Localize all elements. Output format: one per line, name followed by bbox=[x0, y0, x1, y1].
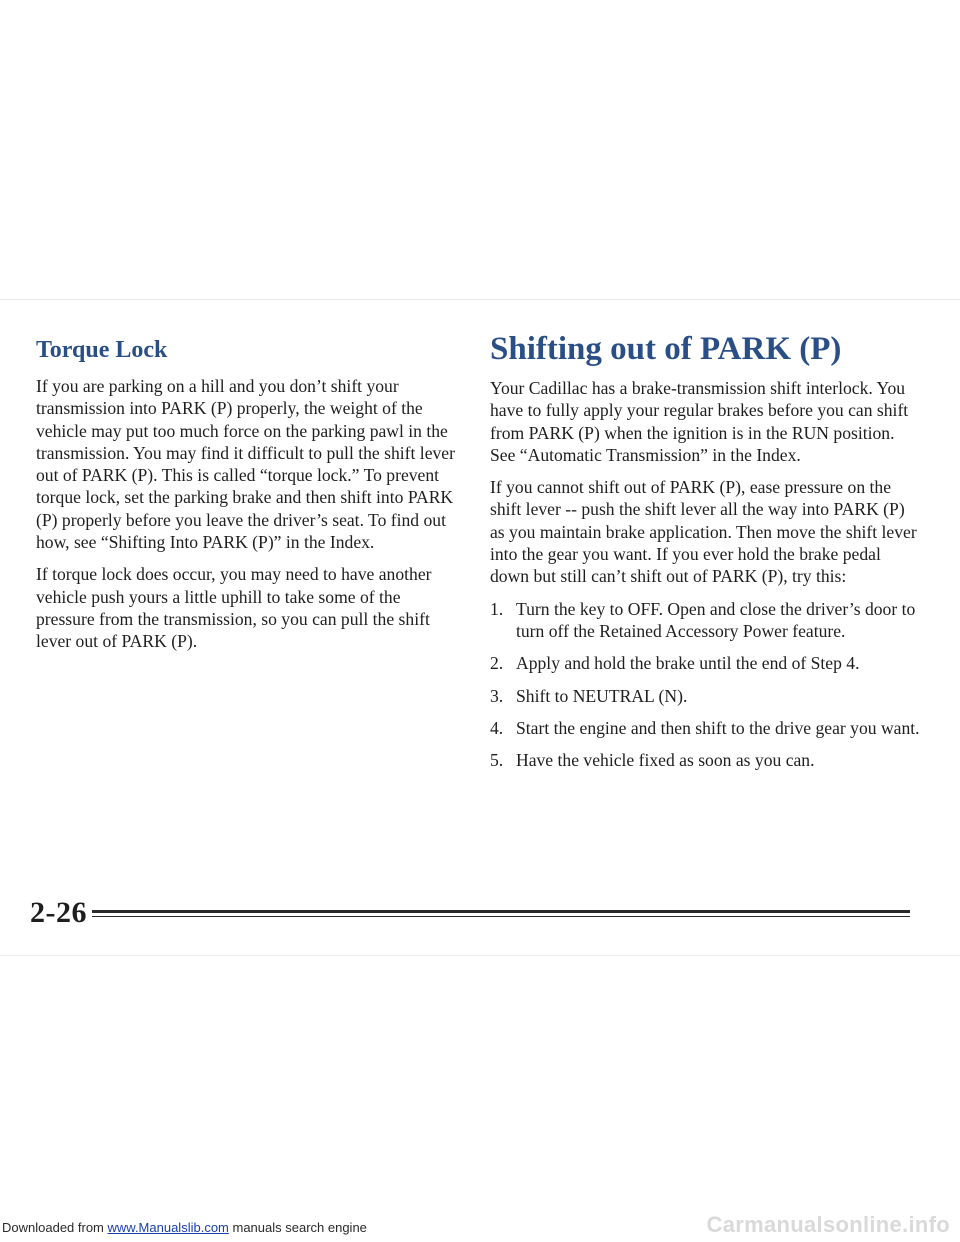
torque-lock-heading: Torque Lock bbox=[36, 337, 168, 363]
torque-lock-paragraph-2: If torque lock does occur, you may need to have another vehicle push yours a little uphill to take some of the pressure from the transmission, so you can pull the shift lever out of PARK (P). bbox=[36, 564, 432, 652]
torque-lock-paragraph-1: If you are parking on a hill and you don’t shift your transmission into PARK (P) properly, the weight of the vehicle may put too much force on the parking pawl in the transmission. You may find it difficult to pull the shift lever out of PARK (P). This is called “torque lock.” To prevent torque lock, set the parking brake and then shift into PARK (P) properly before you leave the driver’s seat. To find out how, see “Shifting Into PARK (P)” in the Index. bbox=[36, 376, 455, 553]
shift-interlock-paragraph: Your Cadillac has a brake-transmission shift interlock. You have to fully apply your regular brakes before you can shift from PARK (P) when the ignition is in the RUN position. See “Automatic Transmission” in the Index. bbox=[490, 378, 909, 465]
step-text: Apply and hold the brake until the end of Step 4. bbox=[516, 653, 860, 674]
procedure-step bbox=[490, 652, 920, 674]
page-number: 2-26 bbox=[30, 896, 87, 929]
step-text: Have the vehicle fixed as soon as you can. bbox=[516, 750, 815, 771]
procedure-step bbox=[490, 598, 920, 643]
footer-rule-thin bbox=[92, 916, 910, 917]
step-number: 3. bbox=[490, 685, 504, 706]
manualslib-link[interactable]: www.Manualslib.com bbox=[107, 1220, 229, 1235]
step-text: Turn the key to OFF. Open and close the driver’s door to turn off the Retained Accessory Power feature. bbox=[516, 598, 916, 641]
shifting-out-of-park-section bbox=[490, 331, 920, 781]
download-watermark bbox=[2, 1220, 367, 1235]
step-number: 1. bbox=[490, 598, 504, 619]
top-divider bbox=[0, 299, 960, 300]
shifting-out-of-park-heading: Shifting out of PARK (P) bbox=[490, 331, 842, 367]
torque-lock-section bbox=[36, 335, 456, 663]
step-text: Shift to NEUTRAL (N). bbox=[516, 685, 688, 706]
procedure-step bbox=[490, 749, 920, 771]
watermark-prefix: Downloaded from bbox=[2, 1220, 108, 1235]
bottom-divider bbox=[0, 955, 960, 956]
procedure-step bbox=[490, 717, 920, 739]
procedure-steps bbox=[490, 598, 920, 772]
footer-rule bbox=[92, 910, 910, 913]
watermark-suffix: manuals search engine bbox=[228, 1220, 367, 1235]
cannot-shift-paragraph: If you cannot shift out of PARK (P), ease pressure on the shift lever -- push the shift lever all the way into PARK (P) as you maintain brake application. Then move the shift lever into the gear you want. If you ever hold the brake pedal down but still can’t shift out of PARK (P), try this: bbox=[490, 477, 917, 587]
carmanualsonline-watermark: Carmanualsonline.info bbox=[706, 1212, 950, 1237]
step-number: 4. bbox=[490, 717, 504, 738]
step-number: 2. bbox=[490, 653, 504, 674]
step-text: Start the engine and then shift to the drive gear you want. bbox=[516, 717, 920, 738]
step-number: 5. bbox=[490, 750, 504, 771]
procedure-step bbox=[490, 685, 920, 707]
